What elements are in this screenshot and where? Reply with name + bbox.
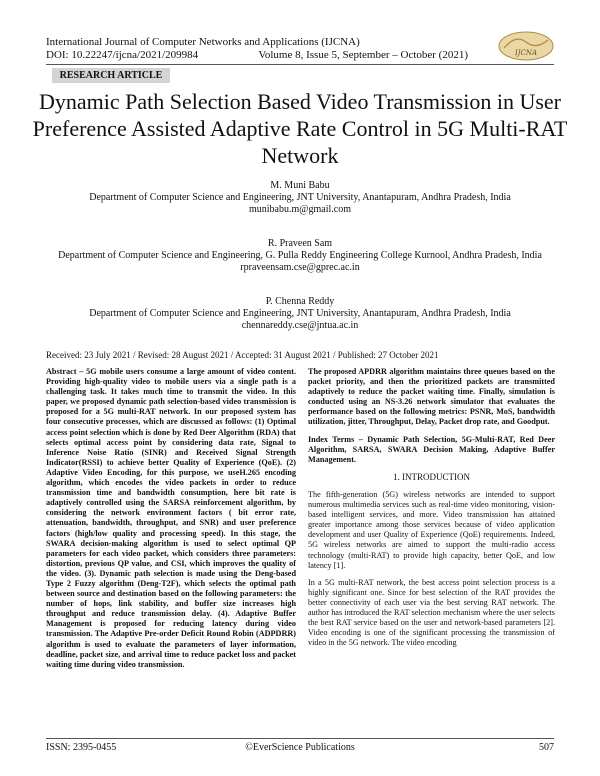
author-email: rpraveensam.cse@gprec.ac.in [240, 262, 360, 273]
abstract: Abstract – 5G mobile users consume a large amount of video content. Providing high-quality video to mobile users via a single path is a challenging task. It takes much time to transmit the video. In this paper, we proposed dynamic path selection-based video transmission is proposed for a 5G multi-RAT network. In our proposed system has four consecutive processes, which are discussed as follows: (1) Optimal access point selection which is done by Red Deer Algorithm (RDA) that selects optimal access point by considering data rate, Signal to Inference Noise Ratio (SINR) and Received Signal Strength Indicator(RSSI) to achieve better Quality of Experience (QoE). (2) Adaptive Video Encoding, for this purpose, we useH.265 encoding algorithm, which encodes the video packets in order to reduce transmission time and bandwidth consumption, here bit rate is adaptively controlled using the SARSA reinforcement algorithm, by considering the network environment factors ( bit error rate, attenuation, bandwidth, throughput, and SNR) and user preference factors (high/low quality and processing speed). In this stage, the SWARA decision-making algorithm is used to select optimal QP parameters for each video packet, which considers three parameters: distortion, previous QP value, and CSI, which improves the quality of the video. (3). Dynamic path selection is made using the Deng-based Type 2 Fuzzy algorithm (Deng-T2F), which selects the optimal path between source and destination based on the following parameters: the number of hops, link stability, and buffer size increases high throughput and reduce transmission delay. (4). Adaptive Buffer Management is proposed for reducing latency during video transmission. The Adaptive Pre-order Deficit Round Robin (ADPDRR) algorithm is used to evaluate the parameters of layer information, deadline, packet size, and arrival time to reduce packet loss and packet waiting time during video transmission. [46, 367, 296, 669]
author-block-1 [46, 180, 554, 216]
author-affiliation: Department of Computer Science and Engineering, JNT University, Anantapuram, Andhra Pradesh, India [89, 192, 511, 203]
publisher: ©EverScience Publications [245, 742, 355, 753]
right-column [308, 367, 555, 655]
doi: DOI: 10.22247/ijcna/2021/209984 [46, 49, 199, 61]
author-name: M. Muni Babu [270, 180, 330, 191]
journal-logo [496, 28, 556, 64]
page-number: 507 [539, 742, 554, 753]
header-rule [46, 64, 554, 65]
volume-issue: Volume 8, Issue 5, September – October (2021) [258, 49, 468, 61]
intro-paragraph-1: The fifth-generation (5G) wireless networks are intended to support numerous multimedia services such as real-time video monitoring, vision-based intelligent services, and more. Video transmission has attained greater importance among those services because of video application development and user Quality of Experience (QoE) requirements. Indeed, 5G wireless networks are aimed to support the multi-radio access technology (multi-RAT) to provide high capacity, better QoE, and low latency [1]. [308, 489, 555, 570]
author-affiliation: Department of Computer Science and Engineering, G. Pulla Reddy Engineering College Kurnool, Andhra Pradesh, India [58, 250, 542, 261]
journal-name: International Journal of Computer Networks and Applications (IJCNA) [46, 36, 360, 48]
running-header [46, 36, 554, 62]
author-email: munibabu.m@gmail.com [249, 204, 351, 215]
author-name: P. Chenna Reddy [265, 296, 335, 307]
author-affiliation: Department of Computer Science and Engineering, JNT University, Anantapuram, Andhra Pradesh, India [89, 308, 511, 319]
author-block-2 [46, 238, 554, 274]
issn: ISSN: 2395-0455 [46, 742, 117, 753]
left-column [46, 367, 296, 677]
author-block-3 [46, 296, 554, 332]
index-terms: Index Terms – Dynamic Path Selection, 5G-Multi-RAT, Red Deer Algorithm, SARSA, SWARA Decision Making, Adaptive Buffer Management. [308, 434, 555, 464]
section-heading: 1. INTRODUCTION [393, 471, 470, 482]
svg-text:IJCNA: IJCNA [514, 49, 538, 57]
intro-paragraph-2: In a 5G multi-RAT network, the best access point selection process is a highly significant one. Since for best selection of the RAT provides the better connectivity of each user via the best serving RAT network. The author has introduced the RAT selection mechanism where the user selects the best RAT service based on the user and network-based parameters [2]. Video encoding is one of the significant processing the transmission of video in the 5G network. The video encoding [308, 577, 555, 648]
publication-dates: Received: 23 July 2021 / Revised: 28 August 2021 / Accepted: 31 August 2021 / Published: 27 October 2021 [46, 350, 439, 360]
abstract-continued: The proposed APDRR algorithm maintains three queues based on the packet priority, and then the prioritized packets are transmitted adaptively to reduce the packet waiting time. Finally, simulation is conducted using an NS-3.26 network simulator that evaluates the performance based on the following metrics: PSNR, MoS, bandwidth utilization, jitter, Throughput, Delay, Packet drop rate, and Goodput. [308, 367, 555, 427]
article-type-label: RESEARCH ARTICLE [52, 68, 170, 83]
author-name: R. Praveen Sam [267, 238, 333, 249]
paper-title: Dynamic Path Selection Based Video Transmission in User Preference Assisted Adaptive Rate Control in 5G Multi-RAT Network [32, 89, 568, 168]
author-email: chennareddy.cse@jntua.ac.in [241, 320, 359, 331]
footer-rule [46, 738, 554, 739]
